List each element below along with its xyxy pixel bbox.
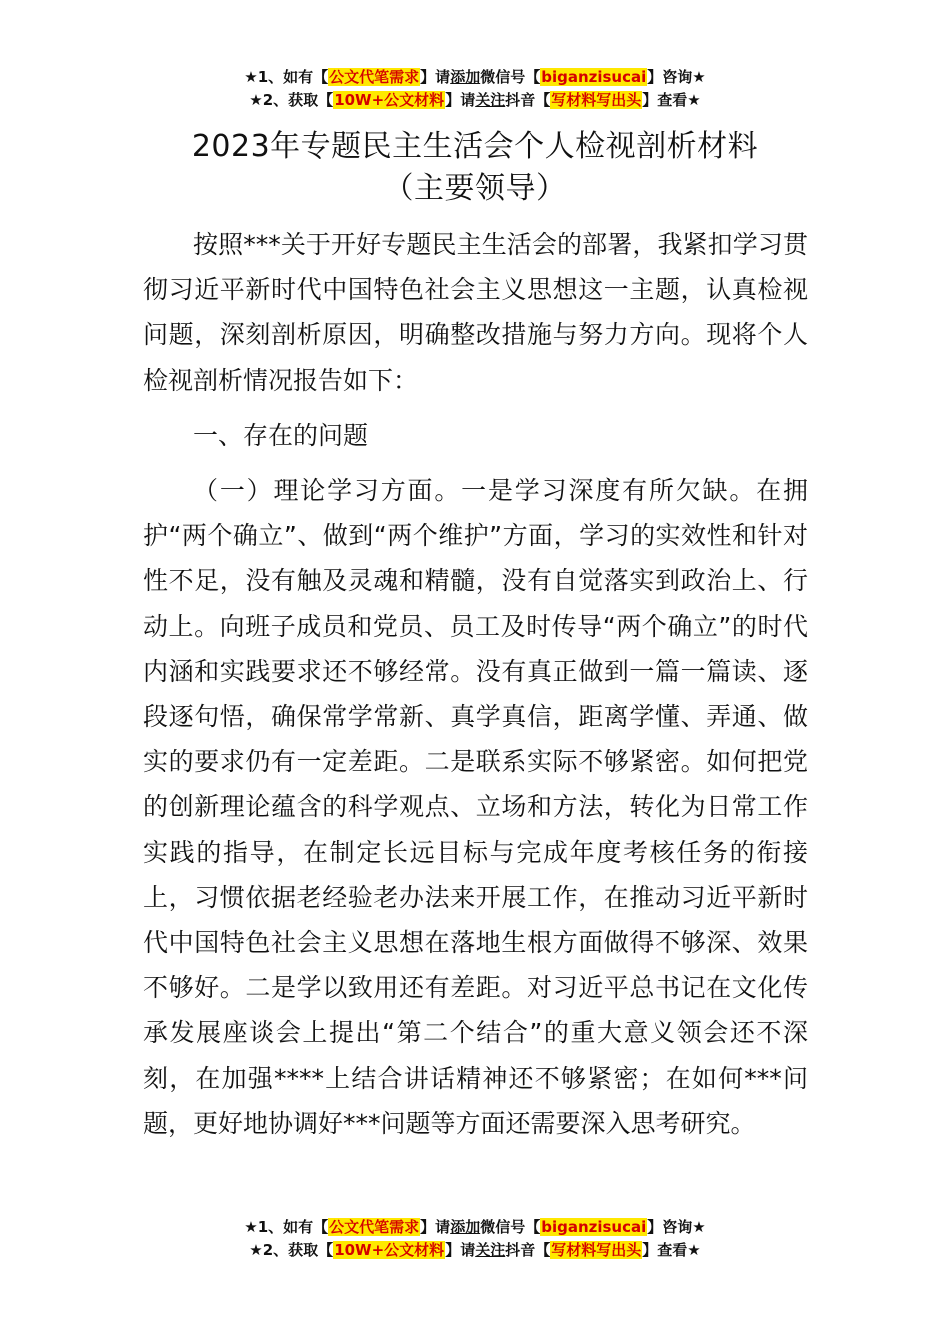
promo-line-2 — [0, 1239, 950, 1262]
promo-text: 】请 — [420, 1218, 451, 1236]
intro-paragraph: 按照***关于开好专题民主生活会的部署，我紧扣学习贯彻习近平新时代中国特色社会主义思想这一主题，认真检视问题，深刻剖析原因，明确整改措施与努力方向。现将个人检视剖析情况报告如下： — [143, 230, 808, 395]
promo-text: 】咨询★ — [647, 68, 706, 86]
promo-text: ★2、获取【 — [249, 1241, 334, 1259]
promo-banner-top — [0, 66, 950, 112]
promo-douyin-id: 写材料写出头 — [551, 1241, 642, 1259]
promo-underlined: 添加 — [450, 1218, 481, 1236]
document-subtitle: （主要领导） — [383, 171, 567, 206]
promo-text: ★1、如有【 — [244, 68, 329, 86]
promo-text: 】查看★ — [642, 91, 701, 109]
promo-text: 抖音【 — [505, 1241, 551, 1259]
promo-underlined: 关注 — [475, 91, 506, 109]
promo-wechat-id: biganzisucai — [541, 1218, 647, 1236]
promo-banner-bottom — [0, 1216, 950, 1262]
promo-text: 抖音【 — [505, 91, 551, 109]
promo-text: 微信号【 — [480, 68, 541, 86]
document-title: 2023年专题民主生活会个人检视剖析材料 — [191, 129, 759, 164]
promo-highlight: 10W+公文材料 — [334, 1241, 445, 1259]
promo-text: ★1、如有【 — [244, 1218, 329, 1236]
promo-text: 微信号【 — [480, 1218, 541, 1236]
promo-highlight: 公文代笔需求 — [329, 1218, 420, 1236]
promo-text: 】请 — [445, 1241, 476, 1259]
promo-wechat-id: biganzisucai — [541, 68, 647, 86]
promo-highlight: 公文代笔需求 — [329, 68, 420, 86]
promo-text: 】查看★ — [642, 1241, 701, 1259]
document-body — [143, 222, 808, 1146]
promo-text: 】咨询★ — [647, 1218, 706, 1236]
promo-text: ★2、获取【 — [249, 91, 334, 109]
promo-underlined: 关注 — [475, 1241, 506, 1259]
promo-text: 】请 — [420, 68, 451, 86]
section-heading: 一、存在的问题 — [193, 420, 369, 450]
promo-underlined: 添加 — [450, 68, 481, 86]
body-paragraph: （一）理论学习方面。一是学习深度有所欠缺。在拥护“两个确立”、做到“两个维护”方面，学习的实效性和针对性不足，没有触及灵魂和精髓，没有自觉落实到政治上、行动上。向班子成员和党员、员工及时传导“两个确立”的时代内涵和实践要求还不够经常。没有真正做到一篇一篇读、逐段逐句悟，确保常学常新、真学真信，距离学懂、弄通、做实的要求仍有一定差距。二是联系实际不够紧密。如何把党的创新理论蕴含的科学观点、立场和方法，转化为日常工作实践的指导，在制定长远目标与完成年度考核任务的衔接上，习惯依据老经验老办法来开展工作，在推动习近平新时代中国特色社会主义思想在落地生根方面做得不够深、效果不够好。二是学以致用还有差距。对习近平总书记在文化传承发展座谈会上提出“第二个结合”的重大意义领会还不深刻，在加强****上结合讲话精神还不够紧密；在如何***问题，更好地协调好***问题等方面还需要深入思考研究。 — [143, 476, 808, 1138]
promo-douyin-id: 写材料写出头 — [551, 91, 642, 109]
promo-text: 】请 — [445, 91, 476, 109]
promo-line-1 — [0, 66, 950, 89]
promo-highlight: 10W+公文材料 — [334, 91, 445, 109]
promo-line-2 — [0, 89, 950, 112]
promo-line-1 — [0, 1216, 950, 1239]
